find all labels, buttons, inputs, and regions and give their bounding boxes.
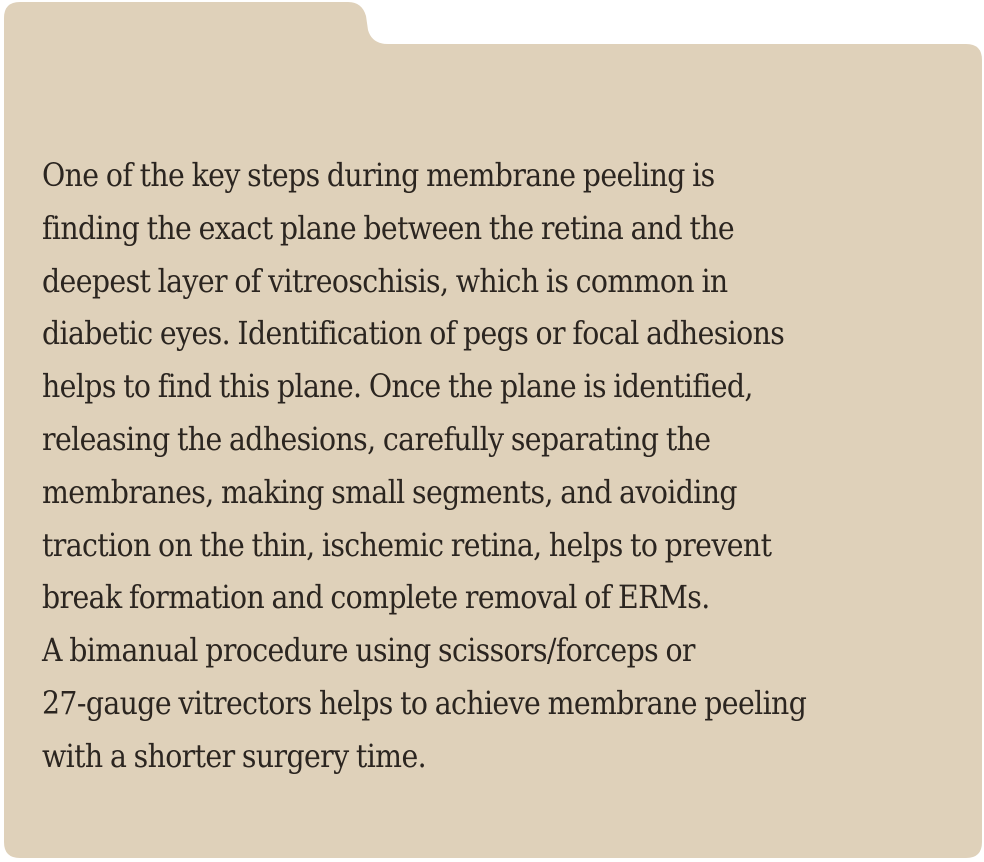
body-line: A bimanual procedure using scissors/forceps or <box>42 633 695 670</box>
body-line: finding the exact plane between the retina and the <box>42 210 735 247</box>
body-line: diabetic eyes. Identification of pegs or focal adhesions <box>42 316 785 353</box>
body-line: with a shorter surgery time. <box>42 738 427 775</box>
body-paragraph <box>42 150 972 784</box>
body-line: membranes, making small segments, and avoiding <box>42 474 737 511</box>
body-line: One of the key steps during membrane peeling is <box>42 158 715 194</box>
body-line: helps to find this plane. Once the plane is identified, <box>42 369 753 406</box>
body-line: deepest layer of vitreoschisis, which is common in <box>42 263 728 300</box>
body-line: break formation and complete removal of ERMs. <box>42 580 710 617</box>
body-line: traction on the thin, ischemic retina, helps to prevent <box>42 527 772 564</box>
body-line: 27-gauge vitrectors helps to achieve membrane peeling <box>42 685 807 722</box>
body-line: releasing the adhesions, carefully separating the <box>42 421 711 458</box>
